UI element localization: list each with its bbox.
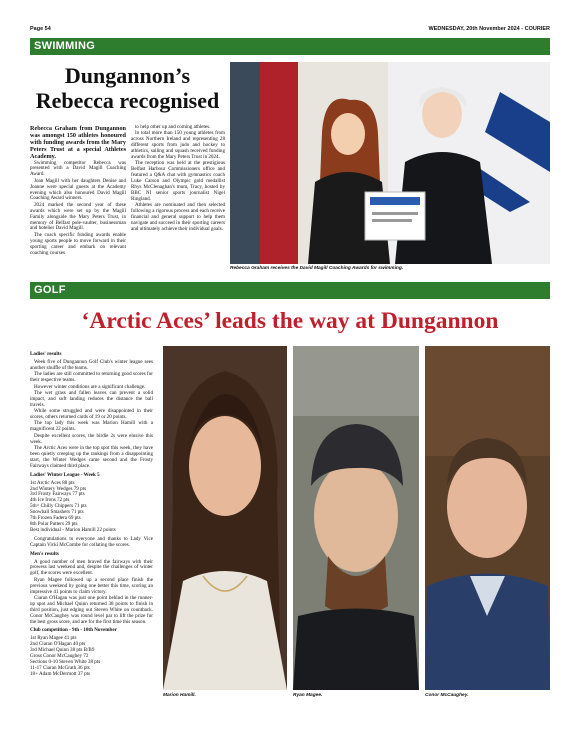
club-result: Sections 0-10 Steven White 38 pts: [30, 659, 101, 665]
league-result: 4th Ice Irons 72 pts: [30, 497, 70, 504]
golf-headline: ‘Arctic Aces’ leads the way at Dungannon: [81, 308, 499, 334]
page-header: [30, 26, 550, 36]
club-result: 11-17 Ciaran McGrath 36 pts: [30, 664, 90, 671]
caption-ryan-magee: Ryan Magee.: [293, 693, 323, 698]
league-result: 1st Arctic Aces 88 pts: [30, 479, 75, 486]
article-paragraph: Rebecca Graham from Dungannon was amongst 150 athletes honoured with funding awards from the Mary Peters Trust at a special Athletes Academy.: [30, 125, 126, 160]
photo-marion-hamill: [163, 346, 287, 690]
caption-conor-mccaughey: Conor McCaughey.: [425, 693, 469, 698]
headline-line-2: Rebecca recognised: [35, 88, 220, 113]
mens-results-heading: Men's results: [30, 550, 59, 557]
league-result: 5th= Chilly Chippers 71 pts: [30, 503, 87, 510]
ladies-results-heading: Ladies' results: [30, 351, 62, 357]
club-result: 3rd Michael Quinn 38 pts B/B9: [30, 647, 95, 654]
article-paragraph: A good number of men braved the fairways with their prowess last weekend and, despite the challenges of winter golf, the scores were excellent.: [30, 558, 153, 577]
article-paragraph: The reception was held at the prestigious Belfast Harbour Commissioners office and featured a Q&A chat with gymnastics coach Luke Carson and Olympic gold medallist Rhys McClenaghan's mum, Tracy, hosted by BBC NI senior sports journalist Nigel Ringland.: [131, 160, 225, 202]
league-result: 8th Polar Putters 29 pts: [30, 520, 78, 527]
club-competition-heading: Club competition - 9th - 10th November: [30, 627, 117, 634]
league-result: 7th Frozen Fadera 69 pts: [30, 515, 81, 522]
swimming-photo: [230, 62, 550, 264]
caption-marion-hamill: Marion Hamill.: [163, 693, 196, 698]
club-result: 2nd Ciaran O'Hagan 40 pts: [30, 641, 86, 648]
article-paragraph: Athletes are nominated and then selected following a rigorous process and each receive financial and general support to help them navigate and succeed in their sporting careers and ultimately achieve their individual goals.: [131, 202, 225, 232]
article-paragraph: The top lady this week was Marion Hamill with a magnificent 22 points.: [30, 420, 153, 433]
swimming-column-2: [131, 125, 225, 233]
article-paragraph: In total more than 150 young athletes from across Northern Ireland and representing 28 different sports from judo and hockey to athletics, sailing and squash received funding awards from the Mary Peters Trust in 2024.: [131, 130, 225, 161]
page-number: Page 54: [30, 26, 51, 32]
article-paragraph: Swimming competitor Rebecca was presented with a David Magill Coaching Award.: [30, 159, 126, 178]
article-paragraph: The wet grass and fallen leaves can prevent a solid impact, and soft landing reduces the distance the ball travels.: [30, 389, 153, 408]
league-heading: Ladies' Winter League - Week 5: [30, 471, 100, 478]
golf-results-column: [30, 349, 153, 678]
club-result: 1st Ryan Magee 41 pts: [30, 635, 77, 642]
club-result: 18+ Adam McDermott 37 pts: [30, 670, 91, 677]
article-paragraph: 2024 marked the second year of these awards which were set up by the Magill Family alongside the Mary Peters Trust, in memory of Belfast pole-vaulter, businessman and hotelier David Magill.: [30, 201, 126, 232]
swimming-column-1: [30, 125, 126, 257]
page-date: WEDNESDAY, 20th November 2024 - COURIER: [428, 26, 550, 32]
article-paragraph: The coach specific funding awards enable young sports people to move forward in their sporting career and embark on relevant coaching courses: [30, 231, 126, 256]
league-result: 3rd Frosty Fairways 77 pts: [30, 491, 85, 498]
league-result: 2nd Wintery Wedges 79 pts: [30, 485, 87, 492]
article-paragraph: Ciaran O'Hagan was just one point behind in the runner-up spot and Michael Quinn returned 38 points to finish in third position, just edging out Steven White on countback. Conor McCaughey was round level par to lift the prize for the best gross score, and are for the first time this season.: [30, 594, 153, 625]
section-banner-golf: GOLF: [30, 282, 550, 299]
club-result: Gross Conor McCaughey 72: [30, 653, 89, 660]
article-paragraph: However winter conditions are a significant challenge.: [34, 383, 146, 390]
swimming-caption: Rebecca Graham receives the David Magill Coaching Awards for swimming.: [230, 266, 404, 271]
article-paragraph: While some struggled and were disappointed in their scores, others returned cards of 19 or 20 points.: [30, 408, 153, 421]
article-paragraph: The Arctic Aces were in the top spot this week, they have been quietly creeping up the rankings from a disappointing start, the Winter Wedges came second and the Frosty Fairways claimed third place.: [30, 445, 153, 469]
article-paragraph: The ladies are still committed to returning good scores for their respective teams.: [30, 371, 153, 384]
article-paragraph: to help other up and coming athletes.: [135, 124, 211, 130]
photo-conor-mccaughey: [425, 346, 550, 690]
article-paragraph: Ryan Magee followed up a second place finish the previous weekend by going one better this time, scoring an impressive 41 points to claim victory.: [30, 576, 153, 595]
swimming-headline: [30, 63, 225, 113]
article-paragraph: Week five of Dungannon Golf Club's winter league sees another shuffle of the teams.: [30, 358, 153, 371]
headline-line-1: Dungannon’s: [64, 63, 191, 88]
league-result: Snowball Smashers 71 pts: [30, 509, 84, 516]
league-result: Best individual - Marion Hamill 22 points: [30, 526, 116, 533]
congratulations-text: Congratulations to everyone and thanks to Lady Vice Captain Vicki McCombe for collating the scores.: [30, 535, 153, 548]
article-paragraph: Despite excellent scores, the birdie 2s were elusive this week.: [30, 432, 153, 445]
article-paragraph: Joan Magill with her daughters Denise and Joanne were special guests at the Academy evening which also honoured David Magill Coaching Award winners.: [30, 177, 126, 202]
section-banner-swimming: SWIMMING: [30, 38, 550, 55]
photo-ryan-magee: [293, 346, 419, 690]
